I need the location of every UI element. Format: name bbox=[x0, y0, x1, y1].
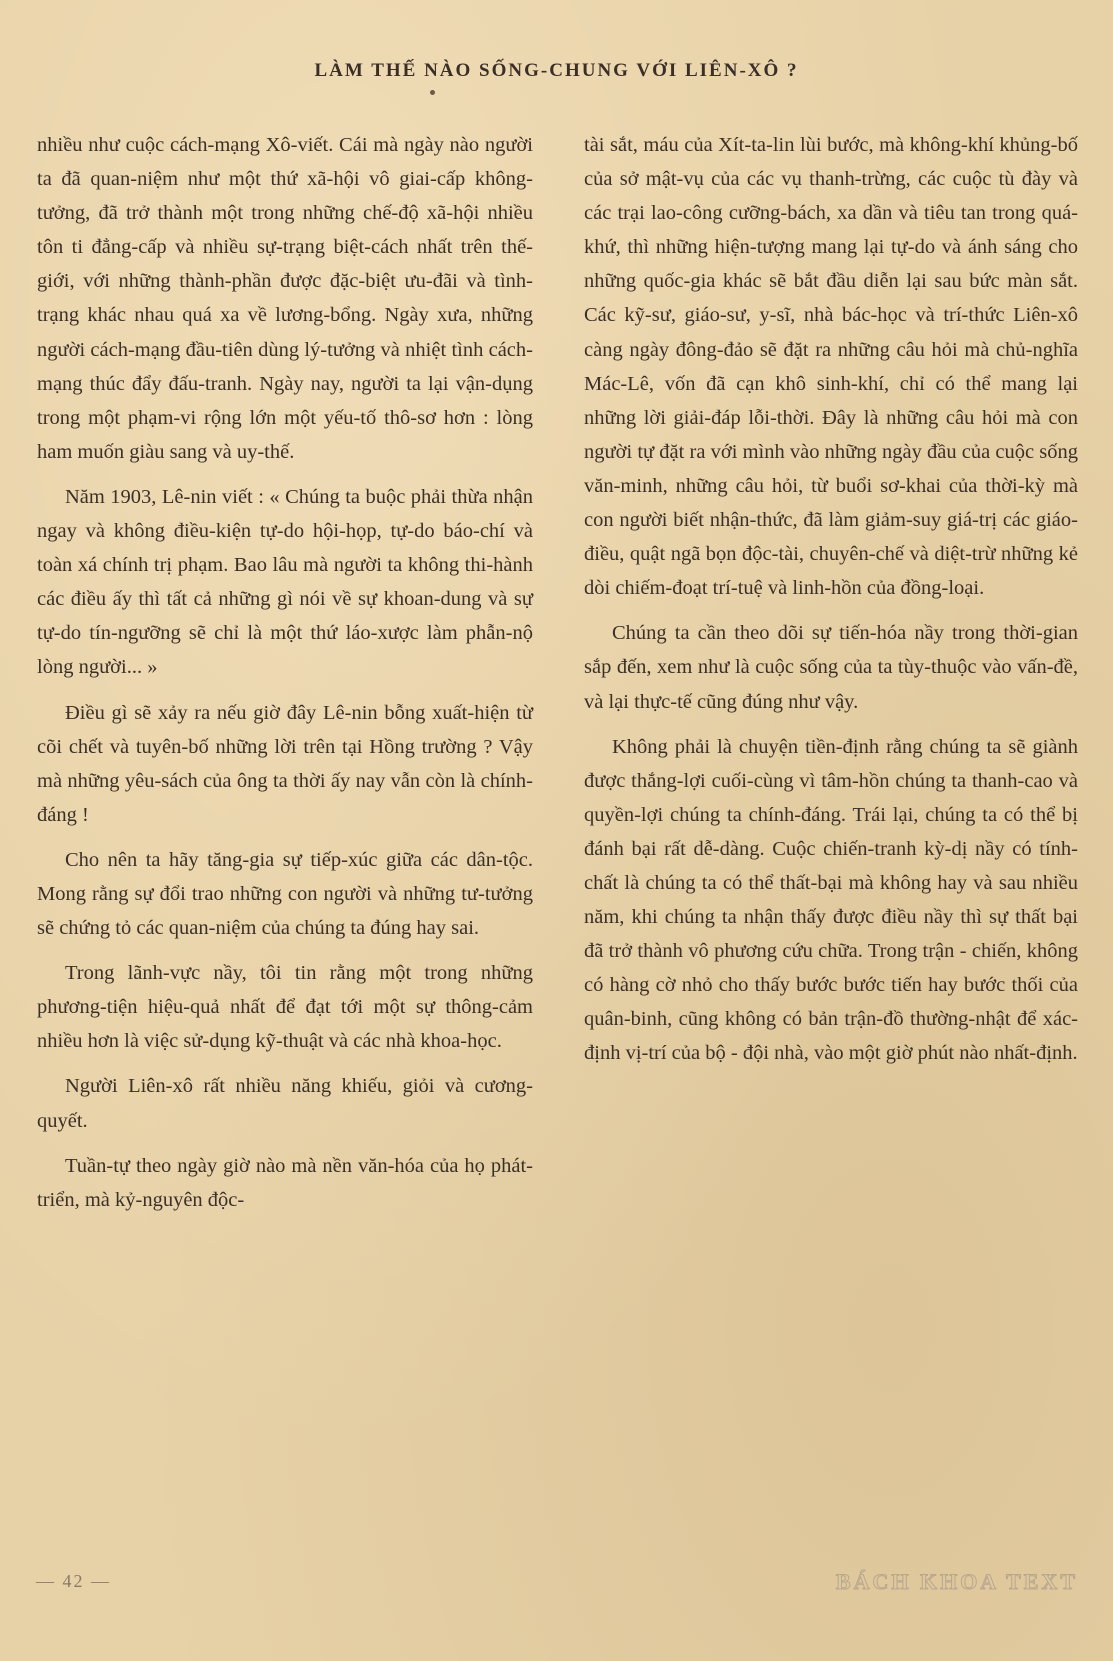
ornament-dot bbox=[430, 90, 435, 95]
paragraph: Điều gì sẽ xảy ra nếu giờ đây Lê-nin bỗng xuất-hiện từ cõi chết và tuyên-bố những lời trên tại Hồng trường ? Vậy mà những yêu-sách của ông ta thời ấy nay vẫn còn là chính-đáng ! bbox=[37, 701, 533, 826]
paragraph: Người Liên-xô rất nhiều năng khiếu, giỏi và cương-quyết. bbox=[37, 1075, 533, 1132]
publisher-watermark: BÁCH KHOA TEXT bbox=[835, 1569, 1078, 1594]
page-number: — 42 — bbox=[36, 1571, 111, 1591]
left-column bbox=[37, 128, 533, 1228]
paragraph: nhiều như cuộc cách-mạng Xô-viết. Cái mà ngày nào người ta đã quan-niệm như một thứ xã-hội vô giai-cấp không-tưởng, đã trở thành một trong những chế-độ xã-hội nhiều tôn ti đẳng-cấp và nhiều sự-trạng biệt-cách nhất trên thế-giới, với những thành-phần được đặc-biệt ưu-đãi và tình-trạng khác nhau quá xa về lương-bổng. Ngày xưa, những người cách-mạng đầu-tiên dùng lý-tưởng và nhiệt tình cách-mạng thúc đẩy đấu-tranh. Ngày nay, người ta lại vận-dụng trong một phạm-vi rộng lớn một yếu-tố thô-sơ hơn : lòng ham muốn giàu sang và uy-thế. bbox=[37, 134, 533, 463]
running-title: LÀM THẾ NÀO SỐNG-CHUNG VỚI LIÊN-XÔ ? bbox=[314, 60, 799, 81]
paragraph: Trong lãnh-vực nầy, tôi tin rằng một trong những phương-tiện hiệu-quả nhất để đạt tới một sự thông-cảm nhiều hơn là việc sử-dụng kỹ-thuật và các nhà khoa-học. bbox=[37, 962, 533, 1053]
paragraph: Năm 1903, Lê-nin viết : « Chúng ta buộc phải thừa nhận ngay và không điều-kiện tự-do hội-họp, tự-do báo-chí và toàn xá chính trị phạm. Bao lâu mà người ta không thi-hành các điều ấy thì tất cả những gì nói về sự khoan-dung và sự tự-do tín-ngưỡng sẽ chỉ là một thứ láo-xược làm phẫn-nộ lòng người... » bbox=[37, 485, 533, 679]
paragraph: tài sắt, máu của Xít-ta-lin lùi bước, mà không-khí khủng-bố của sở mật-vụ của các vụ thanh-trừng, các cuộc tù đày và các trại lao-công cưỡng-bách, xa dần và tiêu tan trong quá-khứ, thì những hiện-tượng mang lại tự-do và ánh sáng cho những quốc-gia khác sẽ bắt đầu diễn lại sau bức màn sắt. Các kỹ-sư, giáo-sư, y-sĩ, nhà bác-học và trí-thức Liên-xô càng ngày đông-đảo sẽ đặt ra những câu hỏi mà chủ-nghĩa Mác-Lê, vốn đã cạn khô sinh-khí, chỉ có thể mang lại những lời giải-đáp lỗi-thời. Đây là những câu hỏi mà con người tự đặt ra với mình vào những ngày đầu của cuộc sống văn-minh, những câu hỏi, từ buổi sơ-khai của thời-kỳ mà con người biết nhận-thức, đã làm giảm-suy giá-trị các giáo-điều, quật ngã bọn độc-tài, chuyên-chế và diệt-trừ những kẻ dòi chiếm-đoạt trí-tuệ và linh-hồn của đồng-loại. bbox=[584, 134, 1078, 600]
paragraph: Cho nên ta hãy tăng-gia sự tiếp-xúc giữa các dân-tộc. Mong rằng sự đổi trao những con người và những tư-tưởng sẽ chứng tỏ các quan-niệm của chúng ta đúng hay sai. bbox=[37, 848, 533, 940]
paragraph: Không phải là chuyện tiền-định rằng chúng ta sẽ giành được thắng-lợi cuối-cùng vì tâm-hồn chúng ta thanh-cao và quyền-lợi chúng ta chính-đáng. Trái lại, chúng ta có thể bị đánh bại rất dễ-dàng. Cuộc chiến-tranh kỳ-dị nầy có tính-chất là chúng ta có thể thất-bại mà không hay và sau nhiều năm, khi chúng ta nhận thấy được điều nầy thì sự thất bại đã trở thành vô phương cứu chữa. Trong trận - chiến, không có hàng cờ nhỏ cho thấy bước bước tiến hay bước thối của quân-binh, cũng không có bản trận-đồ thường-nhật để xác-định vị-trí của bộ - đội nhà, vào một giờ phút nào nhất-định. bbox=[584, 735, 1078, 1065]
paragraph: Tuần-tự theo ngày giờ nào mà nền văn-hóa của họ phát-triển, mà kỷ-nguyên độc- bbox=[37, 1154, 533, 1211]
paragraph: Chúng ta cần theo dõi sự tiến-hóa nầy trong thời-gian sắp đến, xem như là cuộc sống của ta tùy-thuộc vào vấn-đề, và lại thực-tế cũng đúng như vậy. bbox=[584, 622, 1078, 713]
right-column bbox=[584, 128, 1078, 1082]
